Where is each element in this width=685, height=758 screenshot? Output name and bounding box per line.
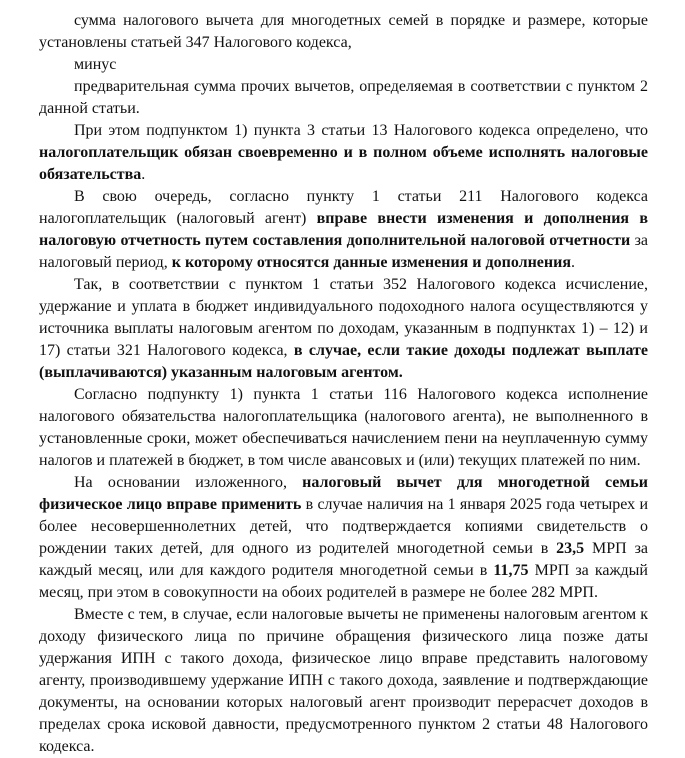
text-run: Вместе с тем, в случае, если налоговые вычеты не применены налоговым агентом к доходу физического лица по причине обращения физического лица позже даты удержания ИПН с такого дохода, физическое лицо вправе представить налоговому агенту, производившему удержание ИПН с такого дохода, заявление и подтверждающие документы, на основании которых налоговый агент производит перерасчет доходов в пределах срока исковой давности, предусмотренного пунктом 2 статьи 48 Налогового кодекса. bbox=[39, 606, 648, 755]
paragraph bbox=[39, 54, 648, 76]
paragraph bbox=[39, 604, 648, 758]
text-run: в случае наличия на 1 января 2025 года четырех и более несовершеннолетних детей, что подтверждается копиями свидетельств о рождении таких детей, для одного из родителей многодетной семьи в bbox=[39, 496, 649, 557]
text-run: МРП за каждый месяц, или для каждого родителя многодетной семьи в bbox=[39, 540, 648, 579]
paragraph bbox=[39, 472, 648, 604]
paragraph bbox=[39, 384, 648, 472]
text-run: Согласно подпункту 1) пункта 1 статьи 116 Налогового кодекса исполнение налогового обязательства налогоплательщика (налогового агента), не выполненного в установленные сроки, может обеспечиваться начислением пени на неуплаченную сумму налогов и платежей в бюджет, в том числе авансовых и (или) текущих платежей по ним. bbox=[39, 386, 648, 469]
paragraph bbox=[39, 274, 648, 384]
text-run: Так, в соответствии с пунктом 1 статьи 352 Налогового кодекса исчисление, удержание и уплата в бюджет индивидуального подоходного налога осуществляются у источника выплаты налоговым агентом по доходам, указанным в подпунктах 1) – 12) и 17) статьи 321 Налогового кодекса, bbox=[39, 276, 648, 359]
bold-text-run: налогоплательщик обязан своевременно и в полном объеме исполнять налоговые обязательства bbox=[39, 144, 648, 183]
text-run: МРП за каждый месяц, при этом в совокупности на обоих родителей в размере не более 282 МРП. bbox=[39, 562, 648, 601]
text-run: На основании изложенного, bbox=[74, 474, 303, 491]
text-run: В свою очередь, согласно пункту 1 статьи 211 Налогового кодекса налогоплательщик (налоговый агент) bbox=[39, 188, 648, 227]
text-run: . bbox=[141, 166, 146, 183]
paragraph bbox=[39, 10, 648, 54]
text-run: за налоговый период, bbox=[39, 232, 648, 271]
bold-text-run: в случае, если такие доходы подлежат выплате (выплачиваются) указанным налоговым агентом. bbox=[39, 342, 649, 381]
text-run: . bbox=[571, 254, 575, 271]
text-run: сумма налогового вычета для многодетных семей в порядке и размере, которые установлены статьей 347 Налогового кодекса, bbox=[39, 12, 648, 51]
paragraph bbox=[39, 76, 648, 120]
bold-text-run: к которому относятся данные изменения и дополнения bbox=[171, 254, 571, 271]
text-run: минус bbox=[74, 56, 117, 73]
bold-text-run: 23,5 bbox=[556, 540, 585, 557]
bold-text-run: налоговый вычет для многодетной семьи физическое лицо вправе применить bbox=[39, 474, 648, 513]
bold-text-run: 11,75 bbox=[493, 562, 529, 579]
paragraph bbox=[39, 120, 648, 186]
bold-text-run: вправе внести изменения и дополнения в налоговую отчетность путем составления дополнительной налоговой отчетности bbox=[39, 210, 648, 249]
paragraph bbox=[39, 186, 648, 274]
text-run: При этом подпунктом 1) пункта 3 статьи 13 Налогового кодекса определено, что bbox=[74, 122, 648, 139]
text-run: предварительная сумма прочих вычетов, определяемая в соответствии с пунктом 2 данной статьи. bbox=[39, 78, 648, 117]
